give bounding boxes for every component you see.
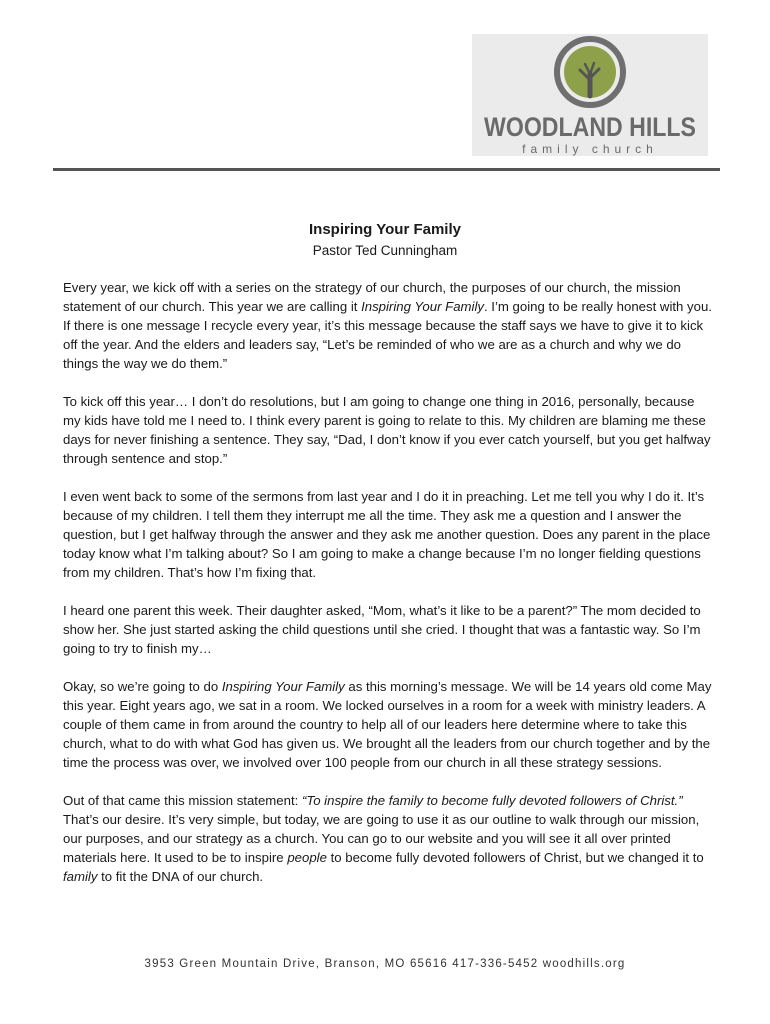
- logo-graphic: [472, 34, 708, 156]
- document-author: Pastor Ted Cunningham: [312, 243, 458, 258]
- document-body: [63, 278, 713, 905]
- document-title: Inspiring Your Family: [309, 221, 461, 238]
- footer-address: 3953 Green Mountain Drive, Branson, MO 65616 417-336-5452 woodhills.org: [144, 958, 626, 970]
- text-run: as this morning’s message. We will be 14 years old come May this year. Eight years ago, we sat in a room. We locked ourselves in a room for a week with ministry leaders. A couple of them came in from around the country to help all of our leaders here determine where to take this church, what to do with what God has given us. We brought all the leaders from our church together and by the time the process was over, we involved over 100 people from our church in all these strategy sessions.: [63, 679, 712, 770]
- title-block: [0, 219, 770, 261]
- header-divider: [53, 168, 720, 171]
- body-paragraph: [63, 677, 713, 772]
- text-run: I heard one parent this week. Their daughter asked, “Mom, what’s it like to be a parent?” The mom decided to show her. She just started asking the child questions until she cried. I thought that was a fantastic way. So I’m going to try to finish my…: [63, 603, 701, 656]
- italic-text: Inspiring Your Family: [221, 679, 345, 694]
- text-run: I even went back to some of the sermons from last year and I do it in preaching. Let me tell you why I do it. It’s because of my children. I tell them they interrupt me all the time. They ask me a question and I answer the question, but I get halfway through the answer and they ask me another question. Does any parent in the place today know what I’m talking about? So I am going to make a change because I’m no longer fielding questions from my children. That’s how I’m fixing that.: [63, 489, 711, 580]
- text-run: Okay, so we’re going to do: [63, 679, 222, 694]
- italic-text: Inspiring Your Family: [361, 299, 484, 314]
- italic-text: “To inspire the family to become fully devoted followers of Christ.”: [301, 793, 683, 808]
- body-paragraph: [63, 278, 713, 373]
- text-run: to become fully devoted followers of Christ, but we changed it to: [326, 850, 704, 865]
- body-paragraph: [63, 487, 713, 582]
- body-paragraph: [63, 791, 713, 886]
- logo-tagline: family church: [522, 142, 658, 156]
- text-run: Every year, we kick off with a series on the strategy of our church, the purposes of our church, the mission statement of our church. This year we are calling it: [63, 280, 681, 314]
- logo-wordmark: WOODLAND HILLS: [484, 112, 696, 142]
- body-paragraph: [63, 601, 713, 658]
- italic-text: people: [287, 850, 327, 865]
- text-run: . I’m going to be really honest with you. If there is one message I recycle every year, it’s this message because the staff says we have to give it to kick off the year. And the elders and leaders say, “Let’s be reminded of who we are as a church and why we do things the way we do them.”: [63, 299, 712, 371]
- body-paragraph: [63, 392, 713, 468]
- italic-text: family: [63, 869, 98, 884]
- text-run: to fit the DNA of our church.: [97, 869, 264, 884]
- text-run: Out of that came this mission statement:: [63, 793, 302, 808]
- church-logo: [472, 34, 708, 156]
- text-run: That’s our desire. It’s very simple, but today, we are going to use it as our outline to walk through our mission, our purposes, and our strategy as a church. You can go to our website and you will see it all over printed materials here. It used to be to inspire: [63, 812, 700, 865]
- text-run: To kick off this year… I don’t do resolutions, but I am going to change one thing in 2016, personally, because my kids have told me I need to. I think every parent is going to relate to this. My children are blaming me these days for never finishing a sentence. They say, “Dad, I don’t know if you ever catch yourself, but you get halfway through sentence and stop.”: [63, 394, 711, 466]
